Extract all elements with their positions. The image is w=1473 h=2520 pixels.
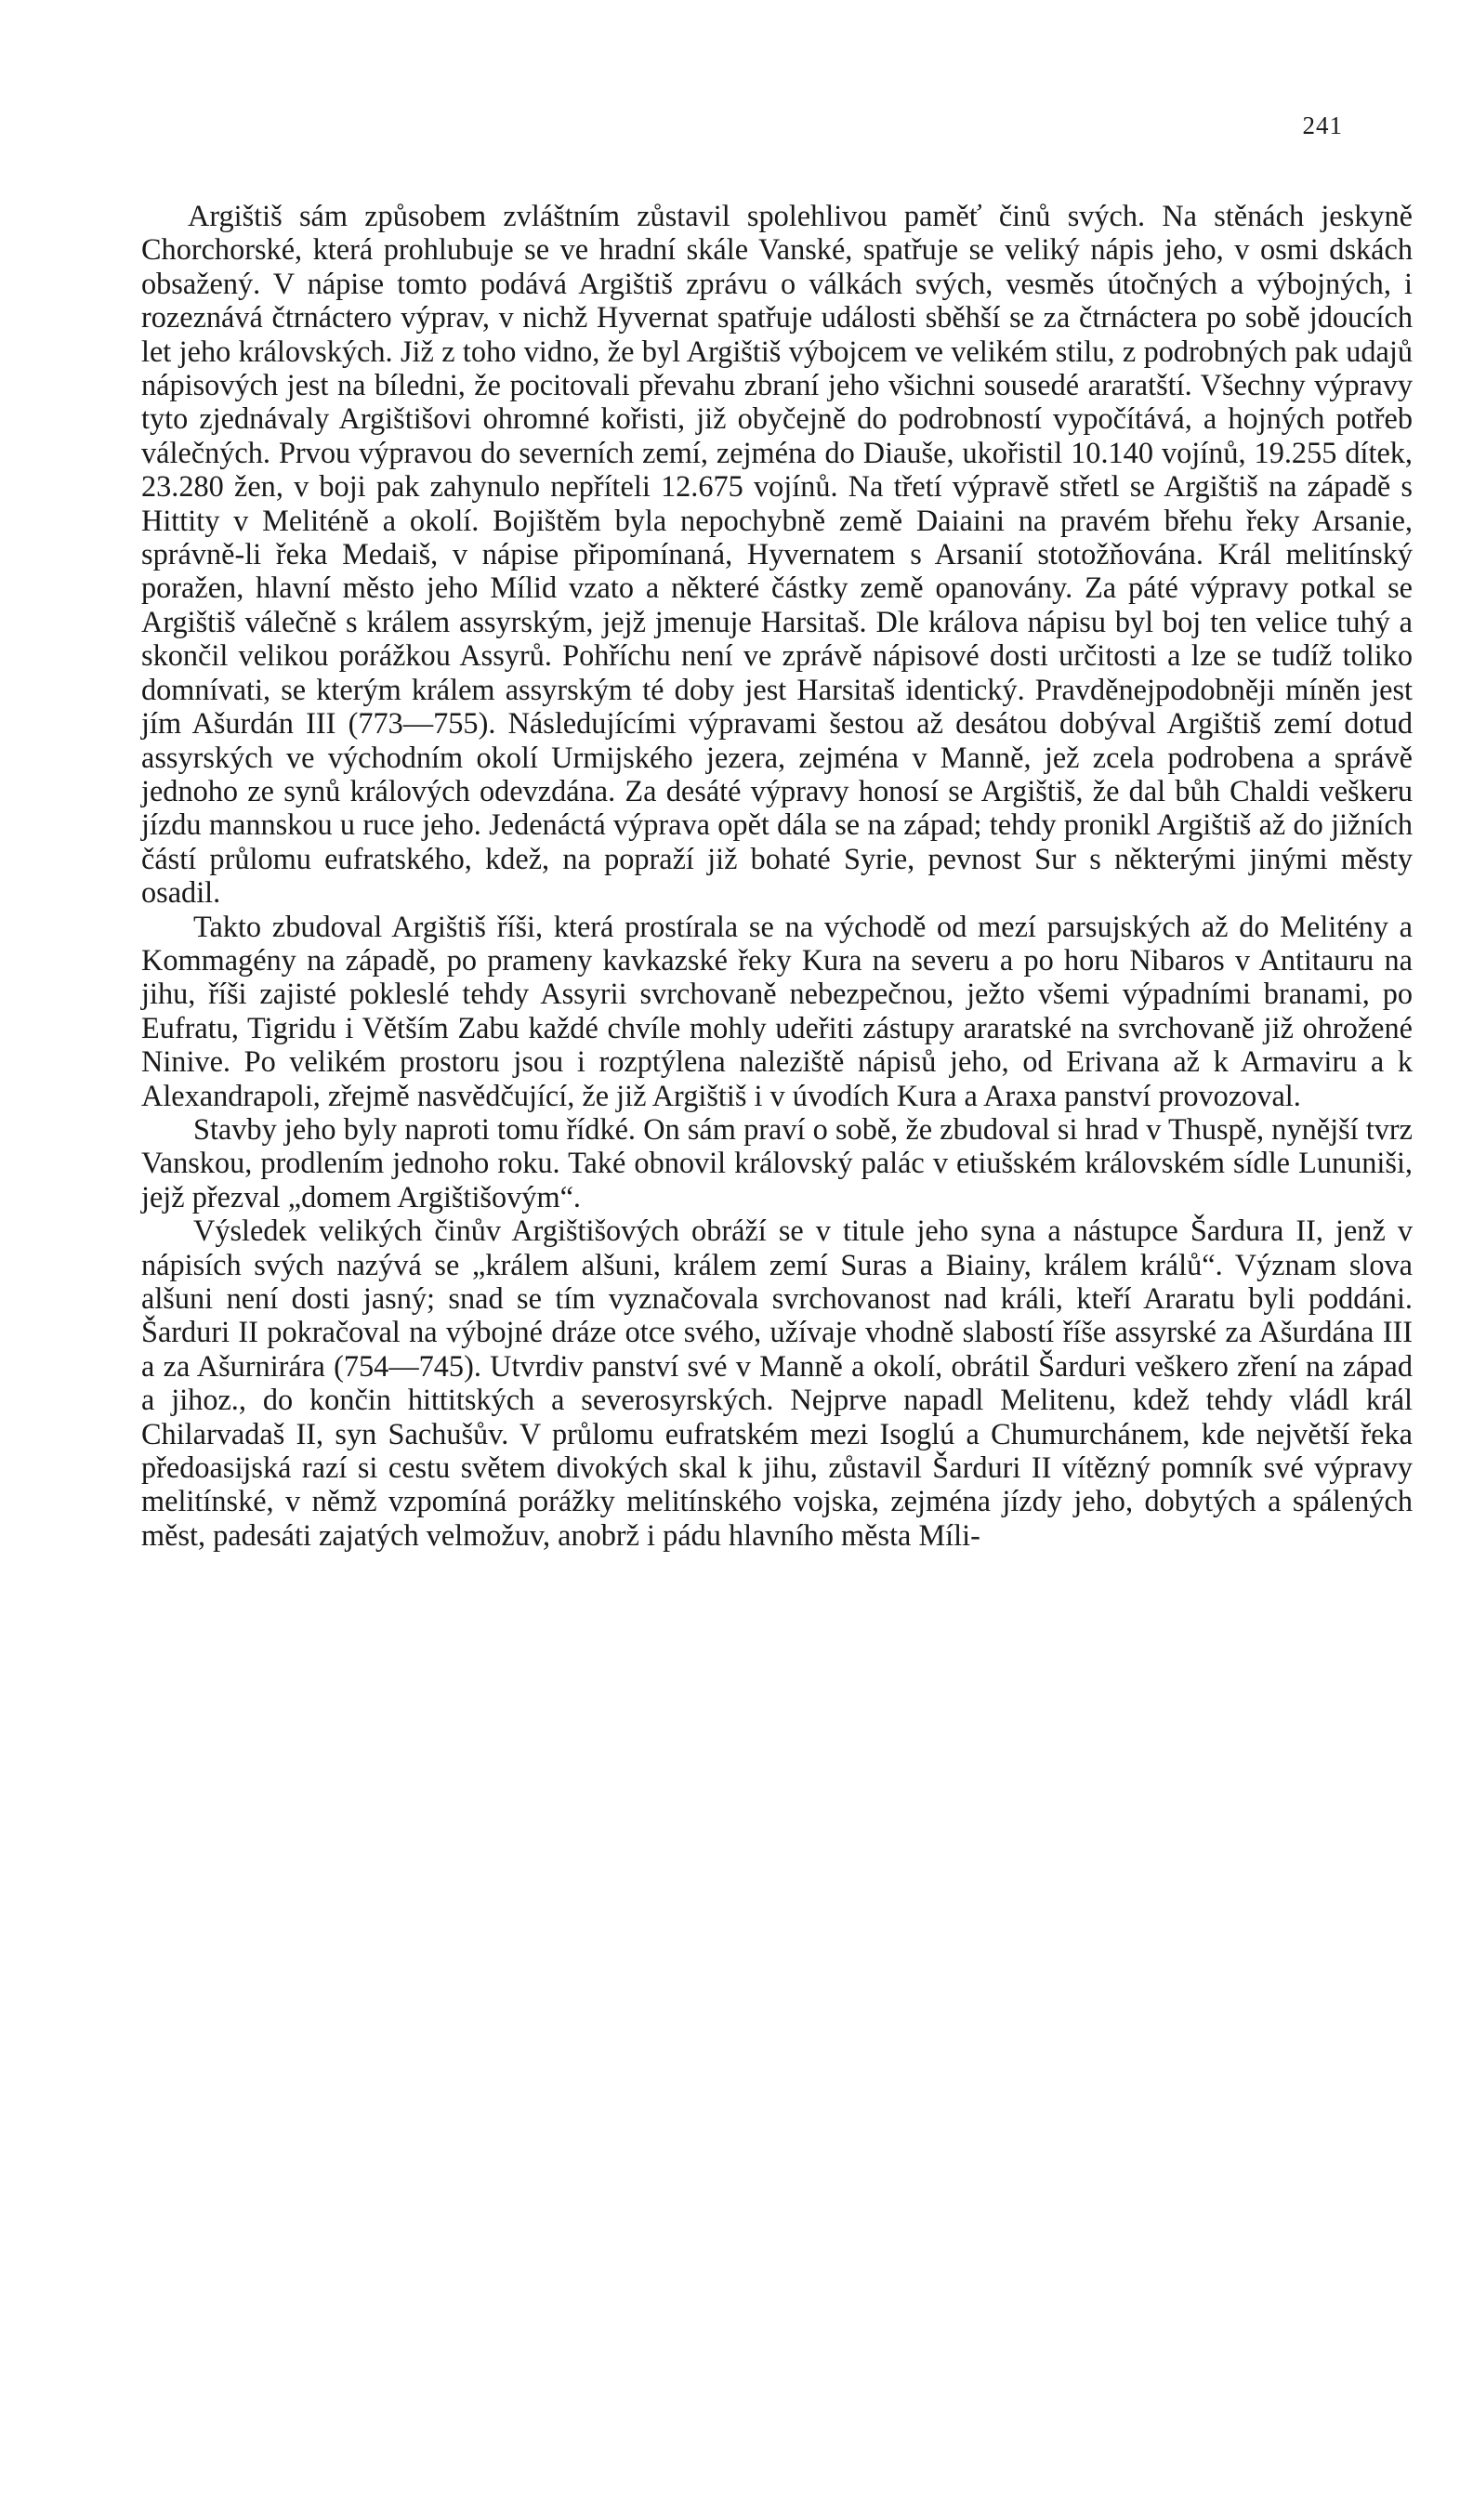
paragraph-argistis-empire: Takto zbudoval Argištiš říši, která prostírala se na východě od mezí parsujských až do Melitény a Kommagény na západě, po prameny kavkazské řeky Kura na severu a po horu Nibaros v Antitauru na jihu, říši zajisté pokleslé tehdy Assyrii svrchovaně nebezpečnou, ježto všemi výpadními branami, po Eufratu, Tigridu i Větším Zabu každé chvíle mohly udeřiti zástupy araratské na svrchovaně již ohrožené Ninive. Po velikém prostoru jsou i rozptýlena naleziště nápisů jeho, od Erivana až k Armaviru a k Alexandrapoli, zřejmě nasvědčující, že již Argištiš i v úvodích Kura a Araxa panství provozoval.: [141, 909, 1413, 1112]
paragraph-sardur-ii: Výsledek velikých činův Argištišových obráží se v titule jeho syna a nástupce Šardura II, jenž v nápisích svých nazývá se „králem alšuni, králem zemí Suras a Biainy, králem králů“. Význam slova alšuni není dosti jasný; snad se tím vyznačovala svrchovanost nad králi, kteří Araratu byli poddáni. Šarduri II pokračoval na výbojné dráze otce svého, užívaje vhodně slabostí říše assyrské za Ašurdána III a za Ašurnirára (754—745). Utvrdiv panství své v Manně a okolí, obrátil Šarduri veškero zření na západ a jihoz., do končin hittitských a severosyrských. Nejprve napadl Melitenu, kdež tehdy vládl král Chilarvadaš II, syn Sachušův. V průlomu eufratském mezi Isoglú a Chumurchánem, kde největší řeka předoasijská razí si cestu světem divokých skal k jihu, zůstavil Šarduri II vítězný pomník své výpravy melitínské, v němž vzpomíná porážky melitínského vojska, zejména jízdy jeho, dobytých a spálených měst, padesáti zajatých velmožuv, anobrž i pádu hlavního města Míli-: [141, 1214, 1413, 1552]
paragraph-argistis-buildings: Stavby jeho byly naproti tomu řídké. On sám praví o sobě, že zbudoval si hrad v Thuspě, nynější tvrz Vanskou, prodlením jednoho roku. Také obnovil královský palác v etiušském královském sídle Lununiši, jejž přezval „domem Argištišovým“.: [141, 1111, 1413, 1214]
paragraph-argistis-inscription: Argištiš sám způsobem zvláštním zůstavil spolehlivou paměť činů svých. Na stěnách jeskyně Chorchorské, která prohlubuje se ve hradní skále Vanské, spatřuje se veliký nápis jeho, v osmi dskách obsažený. V nápise tomto podává Argištiš zprávu o válkách svých, vesměs útočných a výbojných, i rozeznává čtrnáctero výprav, v nichž Hyvernat spatřuje události sběhší se za čtrnáctera po sobě jdoucích let jeho královských. Již z toho vidno, že byl Argištiš výbojcem ve velikém stilu, z podrobných pak udajů nápisových jest na bíledni, že pocitovali převahu zbraní jeho všichni sousedé araratští. Všechny výpravy tyto zjednávaly Argištišovi ohromné kořisti, již obyčejně do podrobností vypočítává, a hojných potřeb válečných. Prvou výpravou do severních zemí, zejména do Diauše, ukořistil 10.140 vojínů, 19.255 dítek, 23.280 žen, v boji pak zahynulo nepříteli 12.675 vojínů. Na třetí výpravě střetl se Argištiš na západě s Hittity v Meliténě a okolí. Bojištěm byla nepochybně země Daiaini na pravém břehu řeky Arsanie, správně-li řeka Medaiš, v nápise připomínaná, Hyvernatem s Arsanií stotožňována. Král melitínský poražen, hlavní město jeho Mílid vzato a některé částky země opanovány. Za páté výpravy potkal se Argištiš válečně s králem assyrským, jejž jmenuje Harsitaš. Dle králova nápisu byl boj ten velice tuhý a skončil velikou porážkou Assyrů. Pohříchu není ve zprávě nápisové dosti určitosti a lze se tudíž toliko domnívati, se kterým králem assyrským té doby jest Harsitaš identický. Pravděnejpodobněji míněn jest jím Ašurdán III (773—755). Následujícími výpravami šestou až desátou dobýval Argištiš zemí dotud assyrských ve východním okolí Urmijského jezera, zejména v Manně, jež zcela podrobena a správě jednoho ze synů králových odevzdána. Za desáté výpravy honosí se Argištiš, že dal bůh Chaldi veškeru jízdu mannskou u ruce jeho. Jedenáctá výprava opět dála se na západ; tehdy pronikl Argištiš až do jižních částí průlomu eufratského, kdež, na popraží již bohaté Syrie, pevnost Sur s některými jinými městy osadil.: [141, 199, 1413, 910]
page-number: 241: [1302, 112, 1343, 139]
body-text: [141, 199, 1413, 1552]
